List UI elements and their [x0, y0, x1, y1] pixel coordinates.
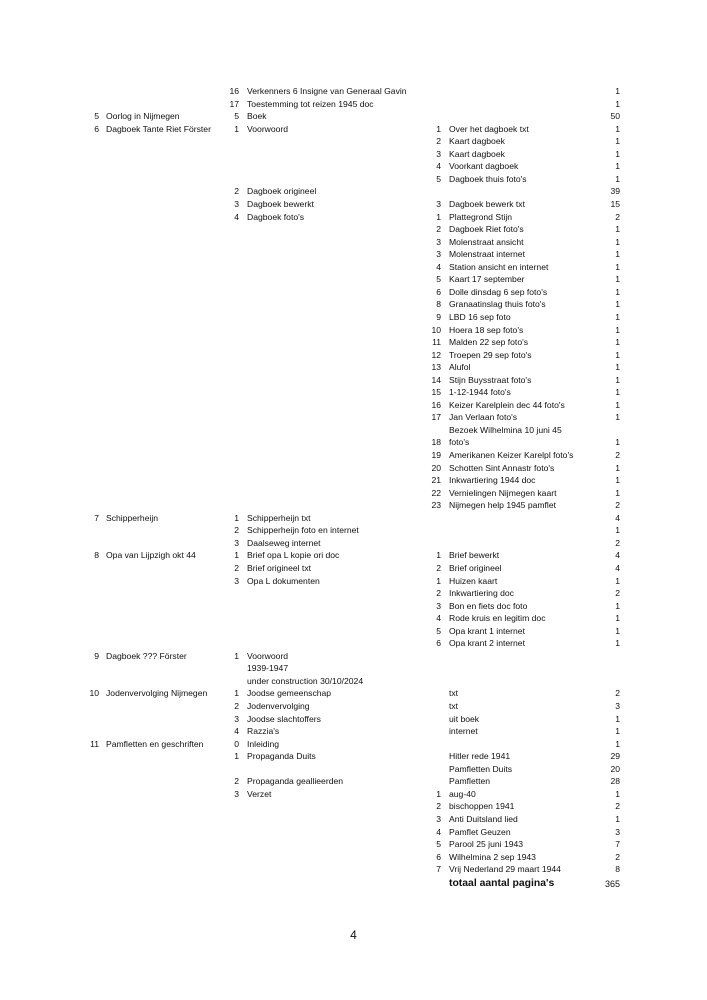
table-row [0, 286, 707, 298]
item-title: Dolle dinsdag 6 sep foto's [449, 286, 548, 297]
chapter-title: Opa van Lijpzigh okt 44 [106, 550, 196, 561]
table-row [0, 826, 707, 838]
page-count: 1 [615, 726, 620, 737]
item-title: LBD 16 sep foto [449, 311, 511, 322]
item-title: Huizen kaart [449, 575, 498, 586]
item-number: 4 [436, 261, 441, 272]
page-count: 1 [615, 286, 620, 297]
page-count: 1 [615, 86, 620, 96]
item-title: Wilhelmina 2 sep 1943 [449, 851, 536, 862]
table-row [0, 725, 707, 737]
item-title: internet [449, 726, 478, 737]
page-count: 3 [615, 701, 620, 711]
section-title: Jodenvervolging [247, 701, 310, 711]
chapter-number: 5 [94, 111, 99, 122]
table-row [0, 813, 707, 825]
table-row [0, 600, 707, 612]
table-row [0, 160, 707, 172]
item-number: 5 [436, 173, 441, 184]
table-row [0, 223, 707, 235]
section-title: Inleiding [247, 738, 280, 749]
section-number: 2 [234, 562, 239, 573]
table-row [0, 537, 707, 549]
table-row [0, 148, 707, 160]
section-title: Schipperheijn txt [247, 512, 311, 523]
page-count: 1 [615, 412, 620, 423]
table-row [0, 198, 707, 210]
item-title: Amerikanen Keizer Karelpl foto's [449, 450, 574, 460]
table-row [0, 123, 707, 135]
table-row [0, 851, 707, 863]
table-row [0, 738, 707, 750]
chapter-number: 11 [90, 738, 99, 749]
table-row [0, 185, 707, 197]
item-number: 1 [436, 123, 441, 134]
item-title: Voorkant dagboek [449, 161, 519, 172]
section-number: 2 [234, 701, 239, 711]
page-count: 4 [615, 550, 620, 561]
table-row [0, 487, 707, 499]
item-title: Schotten Sint Annastr foto's [449, 462, 555, 473]
section-number: 2 [234, 525, 239, 536]
page-count: 1 [615, 387, 620, 398]
item-number: 8 [436, 299, 441, 310]
table-row [0, 750, 707, 762]
section-number: 4 [234, 211, 239, 222]
item-number: 5 [436, 625, 441, 636]
item-number: 2 [436, 136, 441, 147]
section-number: 1 [234, 123, 239, 134]
item-title: Dagboek thuis foto's [449, 173, 527, 184]
page-count: 1 [615, 713, 620, 724]
page-count: 1 [615, 299, 620, 310]
page-count: 1 [615, 311, 620, 322]
item-title: Inkwartiering 1944 doc [449, 475, 536, 486]
table-row [0, 549, 707, 561]
item-title: Pamflet Geuzen [449, 826, 511, 837]
item-number: 4 [436, 613, 441, 624]
item-number: 19 [431, 450, 441, 460]
page-count: 1 [615, 324, 620, 335]
section-number: 3 [234, 537, 239, 548]
item-title: Stijn Buysstraat foto's [449, 374, 532, 385]
item-title: Bezoek Wilhelmina 10 juni 45 [449, 424, 562, 435]
page-count: 1 [615, 374, 620, 385]
page-count: 1 [615, 136, 620, 147]
table-row [0, 863, 707, 875]
item-title: Plattegrond Stijn [449, 211, 513, 222]
table-row [0, 261, 707, 273]
item-number: 1 [436, 575, 441, 586]
item-title: Vernielingen Nijmegen kaart [449, 487, 557, 498]
section-title: Verzet [247, 788, 272, 799]
item-number: 14 [431, 374, 441, 385]
table-row [0, 298, 707, 310]
table-row [0, 524, 707, 536]
item-title: Troepen 29 sep foto's [449, 349, 532, 360]
table-row [0, 85, 707, 97]
item-number: 2 [436, 801, 441, 812]
chapter-title: Dagboek ??? Förster [106, 650, 187, 661]
section-title: Voorwoord [247, 123, 289, 134]
chapter-number: 8 [94, 550, 99, 561]
item-number: 3 [436, 600, 441, 611]
page-count: 50 [610, 111, 620, 122]
item-title: Vrij Nederland 29 maart 1944 [449, 864, 561, 875]
item-number: 2 [436, 588, 441, 598]
item-number: 17 [431, 412, 441, 423]
section-number: 3 [234, 575, 239, 586]
item-title: uit boek [449, 713, 480, 724]
section-title: Dagboek foto's [247, 211, 305, 222]
item-number: 4 [436, 161, 441, 172]
chapter-title: Oorlog in Nijmegen [106, 111, 180, 122]
item-title: Nijmegen help 1945 pamflet [449, 500, 557, 511]
item-number: 4 [436, 826, 441, 837]
chapter-title: Schipperheijn [106, 512, 159, 523]
page-count: 2 [615, 450, 620, 460]
section-title: Razzia's [247, 726, 280, 737]
page-count: 1 [615, 437, 620, 448]
item-title: Rode kruis en legitim doc [449, 613, 546, 624]
table-row [0, 788, 707, 800]
table-row [0, 324, 707, 336]
page-count: 1 [615, 525, 620, 536]
page-count: 2 [615, 500, 620, 511]
item-title: txt [449, 688, 459, 699]
section-title: 1939-1947 [247, 663, 289, 674]
chapter-title: Pamfletten en geschriften [106, 738, 204, 749]
table-row [0, 763, 707, 775]
item-number: 10 [431, 324, 441, 335]
page-count: 2 [615, 688, 620, 699]
item-title: Pamfletten Duits [449, 763, 513, 774]
table-row [0, 336, 707, 348]
page-count: 1 [615, 261, 620, 272]
page-count: 3 [615, 826, 620, 837]
item-title: Bon en fiets doc foto [449, 600, 528, 611]
table-row [0, 236, 707, 248]
section-title: Daalseweg internet [247, 537, 321, 548]
page-count: 1 [615, 337, 620, 347]
item-title: Opa krant 2 internet [449, 638, 525, 649]
table-row [0, 399, 707, 411]
table-row [0, 612, 707, 624]
section-number: 4 [234, 726, 239, 737]
section-title: Boek [247, 111, 267, 122]
section-title: Toestemming tot reizen 1945 doc [247, 98, 374, 109]
page-count: 1 [615, 399, 620, 410]
page-count: 1 [615, 349, 620, 360]
page-count: 1 [615, 148, 620, 159]
page-count: 2 [615, 851, 620, 862]
page-count: 1 [615, 161, 620, 172]
section-number: 1 [234, 512, 239, 523]
section-title: Dagboek bewerkt [247, 198, 314, 209]
page-count: 8 [615, 864, 620, 875]
item-number: 3 [436, 148, 441, 159]
chapter-number: 7 [94, 512, 99, 523]
page-count: 1 [615, 98, 620, 109]
item-title: Station ansicht en internet [449, 261, 549, 272]
section-title: Dagboek origineel [247, 186, 317, 197]
table-row [0, 110, 707, 122]
item-title: Brief bewerkt [449, 550, 500, 561]
table-row [0, 713, 707, 725]
page-count: 29 [610, 751, 620, 762]
section-title: Schipperheijn foto en internet [247, 525, 359, 536]
item-title: foto's [449, 437, 470, 448]
item-title: 1-12-1944 foto's [449, 387, 511, 398]
table-row [0, 838, 707, 850]
page-count: 1 [615, 123, 620, 134]
table-row [0, 587, 707, 599]
page-count: 1 [615, 487, 620, 498]
item-number: 2 [436, 224, 441, 235]
page-count: 1 [615, 813, 620, 824]
item-title: Kaart dagboek [449, 136, 505, 147]
page-count: 1 [615, 362, 620, 373]
item-number: 3 [436, 198, 441, 209]
table-row [0, 436, 707, 448]
table-row [0, 349, 707, 361]
table-row [0, 700, 707, 712]
page-count: 2 [615, 588, 620, 598]
table-row [0, 135, 707, 147]
table-row [0, 411, 707, 423]
page-count: 1 [615, 625, 620, 636]
item-number: 16 [431, 399, 441, 410]
section-number: 1 [234, 751, 239, 762]
page-count: 39 [610, 186, 620, 197]
item-number: 5 [436, 274, 441, 285]
page-count: 4 [615, 562, 620, 573]
item-number: 6 [436, 851, 441, 862]
section-title: Brief opa L kopie ori doc [247, 550, 340, 561]
item-number: 9 [436, 311, 441, 322]
item-number: 11 [432, 337, 441, 347]
table-row [0, 675, 707, 687]
item-title: Kaart 17 september [449, 274, 525, 285]
section-number: 2 [234, 776, 239, 787]
item-number: 1 [436, 550, 441, 561]
page-count: 1 [615, 638, 620, 649]
item-title: Inkwartiering doc [449, 588, 514, 598]
page-count: 365 [604, 878, 620, 889]
table-row [0, 374, 707, 386]
item-number: 23 [431, 500, 441, 511]
page-count: 1 [615, 249, 620, 260]
table-row [0, 775, 707, 787]
page-count: 7 [615, 839, 620, 849]
table-row [0, 499, 707, 511]
page-count: 20 [610, 763, 620, 774]
table-row [0, 687, 707, 699]
section-number: 5 [234, 111, 239, 122]
page-count: 2 [615, 211, 620, 222]
item-number: 22 [431, 487, 441, 498]
table-row [0, 211, 707, 223]
item-title: Jan Verlaan foto's [449, 412, 518, 423]
item-title: Hoera 18 sep foto's [449, 324, 524, 335]
item-title: Over het dagboek txt [449, 123, 529, 134]
item-number: 1 [436, 788, 441, 799]
section-title: Propaganda geallieerden [247, 776, 344, 787]
page-count: 1 [615, 462, 620, 473]
item-title: Molenstraat internet [449, 249, 525, 260]
item-number: 1 [436, 211, 441, 222]
table-row [0, 800, 707, 812]
item-number: 18 [431, 437, 441, 448]
section-number: 1 [234, 688, 239, 699]
chapter-title: Dagboek Tante Riet Förster [106, 123, 211, 134]
section-title: Voorwoord [247, 650, 289, 661]
table-row [0, 625, 707, 637]
page-count: 1 [615, 738, 620, 749]
item-title: Parool 25 juni 1943 [449, 839, 524, 849]
item-number: 3 [436, 236, 441, 247]
section-title: under construction 30/10/2024 [247, 675, 364, 686]
page-count: 1 [615, 600, 620, 611]
section-number: 3 [234, 198, 239, 209]
item-title: Malden 22 sep foto's [449, 337, 529, 347]
item-number: 13 [431, 362, 441, 373]
item-title: totaal aantal pagina's [449, 877, 555, 889]
page-count: 1 [615, 224, 620, 235]
page-number: 4 [350, 928, 357, 942]
item-number: 12 [431, 349, 441, 360]
section-number: 2 [234, 186, 239, 197]
item-title: bischoppen 1941 [449, 801, 515, 812]
table-row [0, 424, 707, 436]
page-count: 2 [615, 801, 620, 812]
item-title: Hitler rede 1941 [449, 751, 511, 762]
page-count: 1 [615, 274, 620, 285]
item-title: aug-40 [449, 788, 476, 799]
chapter-number: 9 [94, 650, 99, 661]
page-count: 1 [615, 173, 620, 184]
item-number: 21 [431, 475, 441, 486]
item-title: Kaart dagboek [449, 148, 505, 159]
item-number: 3 [436, 813, 441, 824]
table-row [0, 562, 707, 574]
page-count: 15 [610, 198, 620, 209]
item-number: 3 [436, 249, 441, 260]
section-number: 0 [234, 738, 239, 749]
item-title: Brief origineel [449, 562, 502, 573]
item-number: 20 [431, 462, 441, 473]
item-title: Dagboek Riet foto's [449, 224, 524, 235]
item-title: Pamfletten [449, 776, 491, 787]
table-row [0, 386, 707, 398]
section-number: 1 [234, 550, 239, 561]
table-row [0, 98, 707, 110]
page-count: 1 [615, 236, 620, 247]
item-number: 2 [436, 562, 441, 573]
table-row [0, 173, 707, 185]
table-row [0, 662, 707, 674]
item-title: Granaatinslag thuis foto's [449, 299, 546, 310]
page-count: 1 [615, 575, 620, 586]
section-title: Joodse gemeenschap [247, 688, 332, 699]
chapter-title: Jodenvervolging Nijmegen [106, 688, 208, 699]
table-row [0, 637, 707, 649]
table-row [0, 650, 707, 662]
item-title: Keizer Karelplein dec 44 foto's [449, 399, 565, 410]
section-title: Verkenners 6 Insigne van Generaal Gavin [247, 86, 407, 96]
page-count: 2 [615, 537, 620, 548]
section-number: 1 [234, 650, 239, 661]
item-title: Molenstraat ansicht [449, 236, 524, 247]
section-title: Brief origineel txt [247, 562, 312, 573]
item-number: 15 [431, 387, 441, 398]
page-count: 1 [615, 475, 620, 486]
table-row [0, 311, 707, 323]
item-title: Anti Duitsland lied [449, 813, 518, 824]
section-number: 17 [229, 98, 239, 109]
table-row [0, 361, 707, 373]
table-row [0, 248, 707, 260]
page-count: 1 [615, 788, 620, 799]
chapter-number: 10 [89, 688, 99, 699]
item-title: txt [449, 701, 459, 711]
page-count: 28 [610, 776, 620, 787]
total-row [0, 878, 707, 890]
chapter-number: 6 [94, 123, 99, 134]
item-number: 7 [436, 864, 441, 875]
table-row [0, 273, 707, 285]
table-row [0, 462, 707, 474]
item-title: Alufol [449, 362, 471, 373]
section-number: 3 [234, 788, 239, 799]
table-row [0, 474, 707, 486]
item-title: Dagboek bewerk txt [449, 198, 525, 209]
section-title: Opa L dokumenten [247, 575, 320, 586]
page-count: 4 [615, 512, 620, 523]
section-number: 16 [229, 86, 239, 96]
section-title: Joodse slachtoffers [247, 713, 321, 724]
item-title: Opa krant 1 internet [449, 625, 525, 636]
item-number: 5 [436, 839, 441, 849]
item-number: 6 [436, 638, 441, 649]
item-number: 6 [436, 286, 441, 297]
page-count: 1 [615, 613, 620, 624]
section-number: 3 [234, 713, 239, 724]
table-row [0, 449, 707, 461]
table-row [0, 512, 707, 524]
table-row [0, 575, 707, 587]
section-title: Propaganda Duits [247, 751, 316, 762]
